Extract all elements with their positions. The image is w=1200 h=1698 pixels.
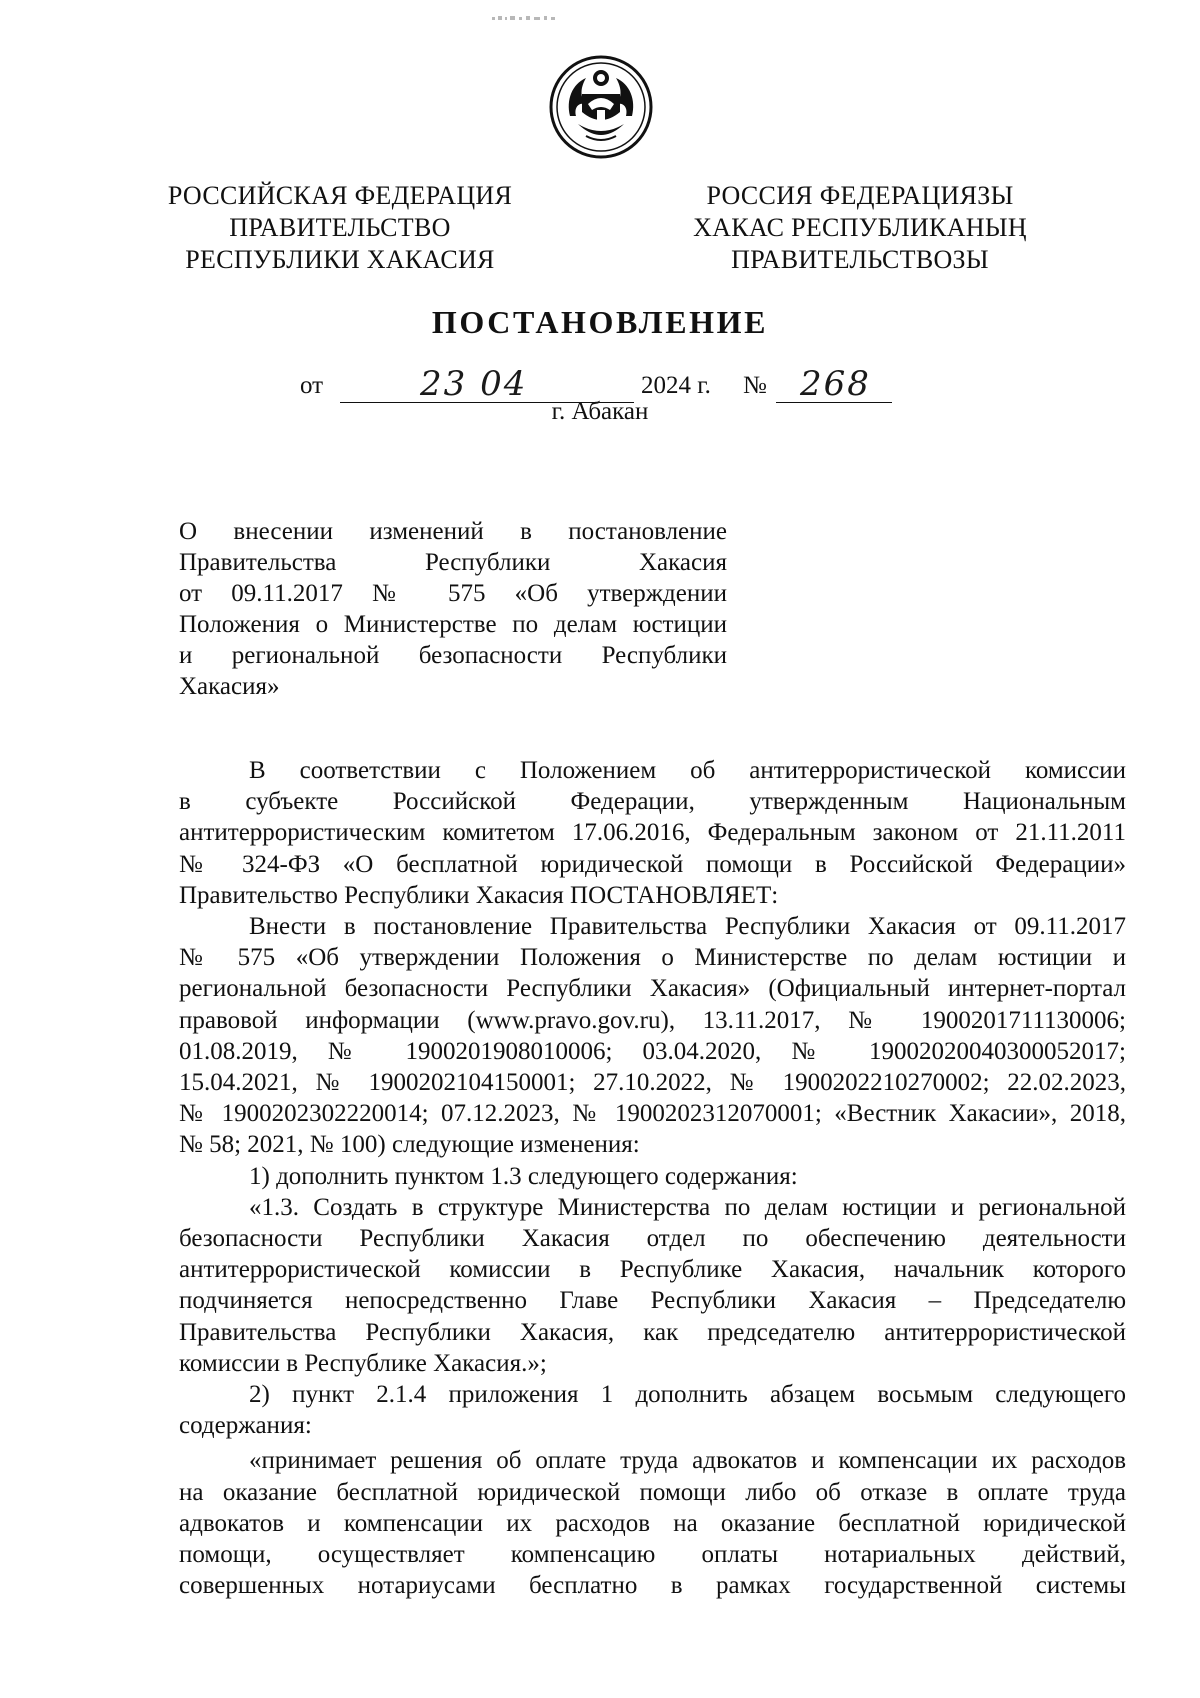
subject-line: Правительства Республики Хакасия [179,549,727,576]
body-line: правовой информации (www.pravo.gov.ru), 13.11.2017, № 1900201711130006; [179,1006,1126,1034]
body-line: «1.3. Создать в структуре Министерства по делам юстиции и региональной [249,1193,1126,1221]
header-left-line: РЕСПУБЛИКИ ХАКАСИЯ [185,245,495,274]
year-label: 2024 г. [641,372,711,399]
body-line: безопасности Республики Хакасия отдел по обеспечению деятельности [179,1225,1126,1253]
body-line: антитеррористическим комитетом 17.06.2016, Федеральным законом от 21.11.2011 [179,819,1126,847]
city-label: г. Абакан [551,398,649,425]
header-right-line: РОССИЯ ФЕДЕРАЦИЯЗЫ [706,181,1014,210]
header-russian [160,180,520,276]
body-line: 2) пункт 2.1.4 приложения 1 дополнить абзацем восьмым следующего [249,1381,1126,1409]
body-line: в субъекте Российской Федерации, утвержденным Национальным [179,788,1126,816]
body-line: на оказание бесплатной юридической помощи либо об отказе в оплате труда [179,1478,1126,1506]
subject-line: Положения о Министерстве по делам юстиции [179,611,727,638]
body-line: Внести в постановление Правительства Республики Хакасия от 09.11.2017 [249,913,1126,941]
body-line: 1) дополнить пунктом 1.3 следующего содержания: [249,1162,798,1190]
subject-block [179,516,727,702]
coat-of-arms-emblem [548,54,654,160]
number-label: № [743,372,767,399]
subject-line: О внесении изменений в постановление [179,518,727,545]
document-title: ПОСТАНОВЛЕНИЕ [431,304,769,340]
header-right-line: ПРАВИТЕЛЬСТВОЗЫ [731,245,989,274]
body-line: антитеррористической комиссии в Республике Хакасия, начальник которого [179,1256,1126,1284]
body-line: Правительство Республики Хакасия ПОСТАНОВЛЯЕТ: [179,881,779,909]
body-line: Правительства Республики Хакасия, как председателю антитеррористической [179,1318,1126,1346]
body-line: № 324-ФЗ «О бесплатной юридической помощи в Российской Федерации» [179,850,1126,878]
header-khakas [680,180,1040,276]
header-left-line: ПРАВИТЕЛЬСТВО [229,213,451,242]
handwritten-number: 268 [800,364,871,404]
header-left-line: РОССИЙСКАЯ ФЕДЕРАЦИЯ [167,181,513,210]
scan-mark [492,14,562,22]
body-line: 01.08.2019, № 1900201908010006; 03.04.2020, № 19002020040300052017; [179,1037,1126,1065]
body-line: В соответствии с Положением об антитеррористической комиссии [249,757,1126,784]
body-line: № 1900202302220014; 07.12.2023, № 1900202312070001; «Вестник Хакасии», 2018, [179,1100,1126,1128]
handwritten-date: 23 04 [420,364,528,404]
document-body [179,755,1126,1601]
body-line: региональной безопасности Республики Хакасия» (Официальный интернет-портал [179,975,1126,1003]
body-line: адвокатов и компенсации их расходов на оказание бесплатной юридической [179,1509,1126,1537]
body-line: помощи, осуществляет компенсацию оплаты нотариальных действий, [179,1541,1126,1569]
body-line: № 58; 2021, № 100) следующие изменения: [179,1131,640,1159]
from-label: от [300,372,324,399]
body-line: комиссии в Республике Хакасия.»; [179,1349,547,1377]
header-right-line: ХАКАС РЕСПУБЛИКАНЫҢ [693,213,1027,242]
body-line: 15.04.2021, № 1900202104150001; 27.10.2022, № 1900202210270002; 22.02.2023, [179,1069,1126,1097]
subject-line: и региональной безопасности Республики [179,642,727,669]
body-line: совершенных нотариусами бесплатно в рамках государственной системы [179,1572,1126,1600]
subject-line: от 09.11.2017 № 575 «Об утверждении [179,580,727,607]
body-line: подчиняется непосредственно Главе Республики Хакасия – Председателю [179,1287,1126,1315]
body-line: «принимает решения об оплате труда адвокатов и компенсации их расходов [249,1447,1126,1475]
subject-line: Хакасия» [179,673,280,700]
body-line: содержания: [179,1412,312,1440]
body-line: № 575 «Об утверждении Положения о Министерстве по делам юстиции и [179,944,1126,972]
